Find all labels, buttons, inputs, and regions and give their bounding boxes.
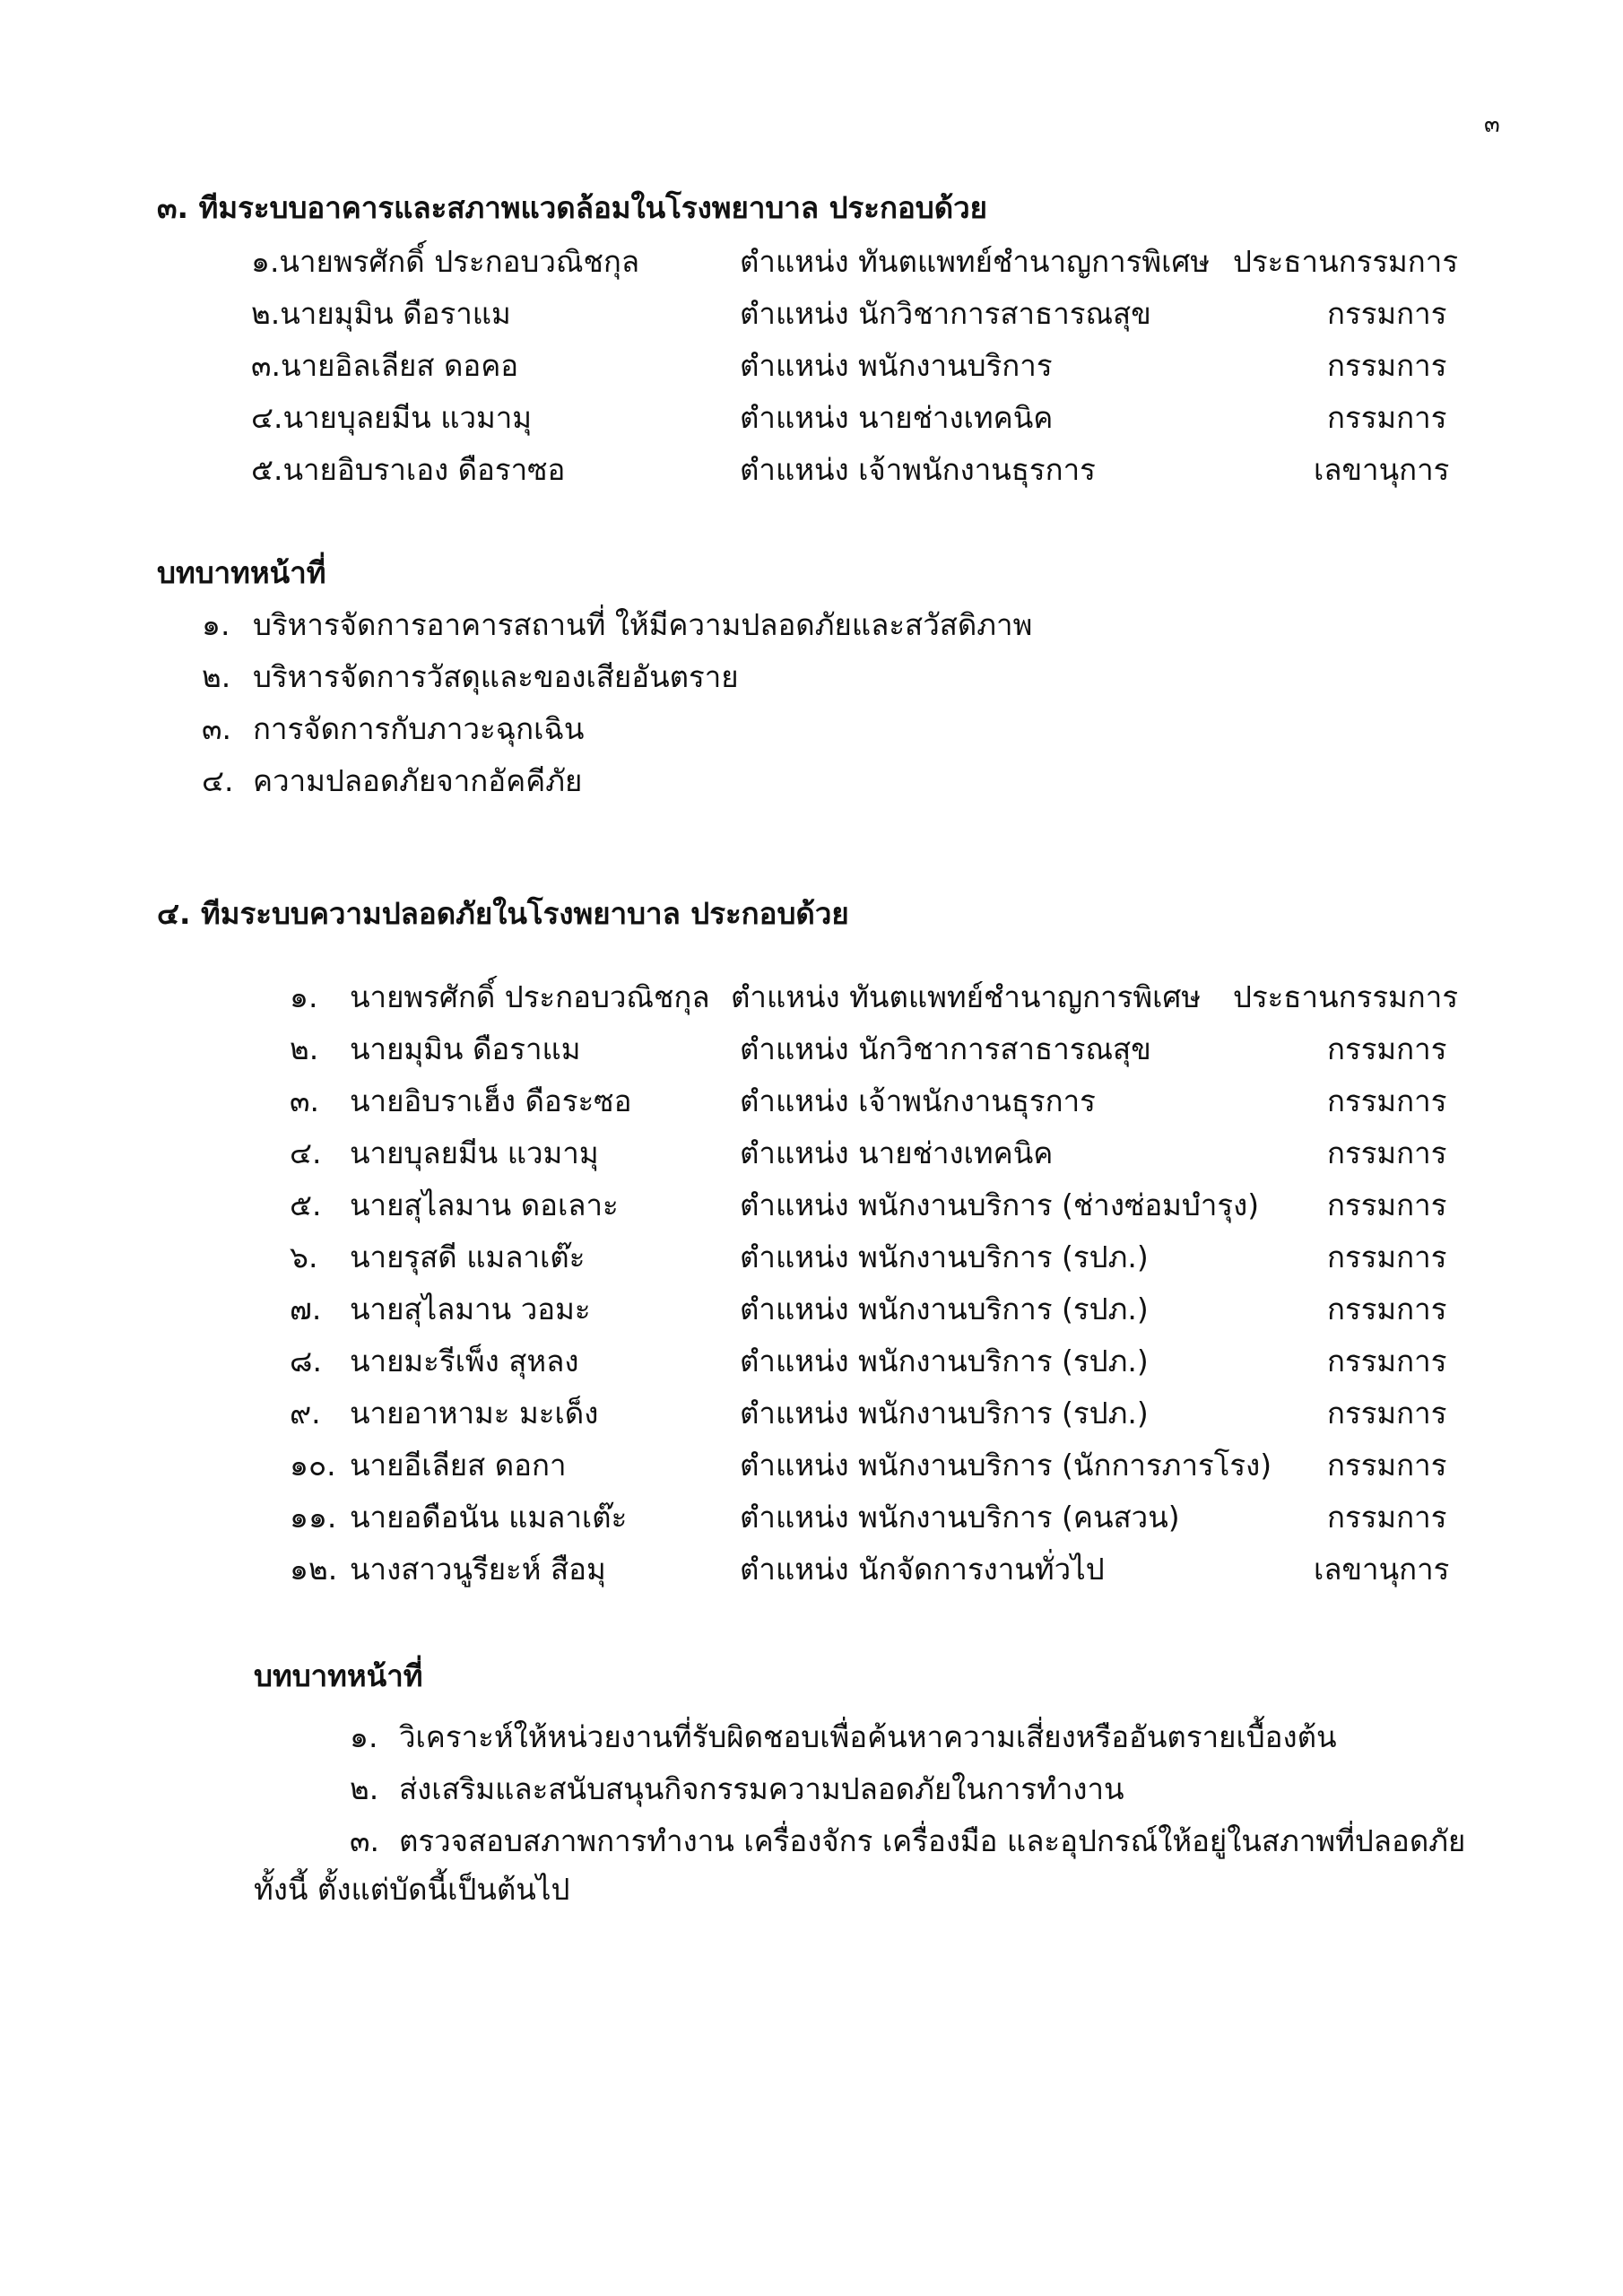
member-role: กรรมการ — [1327, 1239, 1447, 1274]
duty-number: ๒. — [202, 659, 231, 694]
member-position: ตำแหน่ง พนักงานบริการ — [740, 348, 1053, 383]
member-name: ๓.นายอิลเลียส ดอคอ — [251, 348, 519, 383]
section4-duty-item — [0, 1713, 1623, 1758]
member-name: นายรุสดี แมลาเต๊ะ — [350, 1239, 586, 1274]
member-role: กรรมการ — [1327, 1344, 1447, 1378]
member-number: ๑๐. — [290, 1448, 336, 1483]
member-number: ๕. — [290, 1187, 322, 1222]
member-number: ๑๑. — [290, 1500, 337, 1535]
member-name: นายบุลยมีน แวมามุ — [350, 1135, 599, 1170]
duty-text: ตรวจสอบสภาพการทำงาน เครื่องจักร เครื่องมือ และอุปกรณ์ให้อยู่ในสภาพที่ปลอดภัย — [399, 1823, 1466, 1858]
section4-member-row — [0, 1545, 1623, 1597]
member-position: ตำแหน่ง พนักงานบริการ (รปภ.) — [740, 1292, 1149, 1326]
member-role: กรรมการ — [1327, 1292, 1447, 1326]
section4-member-row — [0, 1285, 1623, 1337]
member-role: กรรมการ — [1327, 1083, 1447, 1118]
member-position: ตำแหน่ง พนักงานบริการ (รปภ.) — [740, 1396, 1149, 1431]
duty-text: วิเคราะห์ให้หน่วยงานที่รับผิดชอบเพื่อค้นหาความเสี่ยงหรืออันตรายเบื้องต้น — [399, 1719, 1337, 1754]
section3-duty-item — [0, 705, 1623, 750]
member-name: นายอาหามะ มะเด็ง — [350, 1396, 599, 1431]
section4-member-row — [0, 1181, 1623, 1233]
member-role: กรรมการ — [1327, 1448, 1447, 1483]
section4-title: ๔. ทีมระบบความปลอดภัยในโรงพยาบาล ประกอบด้วย — [157, 896, 849, 931]
member-role: เลขานุการ — [1314, 452, 1450, 487]
section3-duty-item — [0, 601, 1623, 646]
member-role: กรรมการ — [1327, 1396, 1447, 1431]
section4-member-row — [0, 1389, 1623, 1441]
member-number: ๘. — [290, 1344, 322, 1378]
member-position: ตำแหน่ง นักวิชาการสาธารณสุข — [740, 1031, 1151, 1066]
member-position: ตำแหน่ง นายช่างเทคนิค — [740, 400, 1054, 435]
duty-number: ๒. — [350, 1771, 379, 1806]
member-role: กรรมการ — [1327, 1031, 1447, 1066]
member-position: ตำแหน่ง พนักงานบริการ (ช่างซ่อมบำรุง) — [740, 1187, 1260, 1222]
member-name: นายสุไลมาน ดอเลาะ — [350, 1187, 619, 1222]
closing-statement: ทั้งนี้ ตั้งแต่บัดนี้เป็นต้นไป — [254, 1872, 570, 1907]
duty-number: ๓. — [202, 711, 232, 746]
member-role: กรรมการ — [1327, 348, 1447, 383]
member-position: ตำแหน่ง พนักงานบริการ (รปภ.) — [740, 1239, 1149, 1274]
member-name: นายอดือนัน แมลาเต๊ะ — [350, 1500, 628, 1535]
member-name: นางสาวนูรียะห์ สือมุ — [350, 1552, 606, 1587]
duty-number: ๓. — [350, 1823, 380, 1858]
member-name: ๔.นายบุลยมีน แวมามุ — [251, 400, 533, 435]
section3-member-row — [0, 290, 1623, 342]
member-name: ๑.นายพรศักดิ์ ประกอบวณิชกุล — [251, 244, 640, 279]
member-position: ตำแหน่ง เจ้าพนักงานธุรการ — [740, 1083, 1096, 1118]
member-name: ๒.นายมุมิน ดือราแม — [251, 296, 511, 331]
section4-duties-title: บทบาทหน้าที่ — [254, 1658, 423, 1693]
member-name: นายสุไลมาน วอมะ — [350, 1292, 591, 1326]
duty-number: ๑. — [202, 607, 230, 642]
member-name: นายมุมิน ดือราแม — [350, 1031, 581, 1066]
member-number: ๙. — [290, 1396, 321, 1431]
member-position: ตำแหน่ง ทันตแพทย์ชำนาญการพิเศษ — [731, 979, 1202, 1014]
member-name: ๕.นายอิบราเอง ดือราซอ — [251, 452, 566, 487]
member-name: นายอิบราเฮ็ง ดือระซอ — [350, 1083, 632, 1118]
duty-text: บริหารจัดการอาคารสถานที่ ให้มีความปลอดภัยและสวัสดิภาพ — [253, 607, 1033, 642]
section3-member-row — [0, 446, 1623, 498]
member-role: เลขานุการ — [1314, 1552, 1450, 1587]
duty-number: ๑. — [350, 1719, 378, 1754]
section4-member-row — [0, 1233, 1623, 1285]
member-role: กรรมการ — [1327, 1500, 1447, 1535]
section4-member-row — [0, 973, 1623, 1025]
duty-text: บริหารจัดการวัสดุและของเสียอันตราย — [253, 659, 739, 694]
page-number: ๓ — [1484, 111, 1500, 138]
section4-member-row — [0, 1129, 1623, 1181]
member-number: ๒. — [290, 1031, 319, 1066]
duty-text: ส่งเสริมและสนับสนุนกิจกรรมความปลอดภัยในการทำงาน — [399, 1771, 1124, 1806]
section4-duty-item — [0, 1817, 1623, 1862]
member-position: ตำแหน่ง พนักงานบริการ (รปภ.) — [740, 1344, 1149, 1378]
section4-member-row — [0, 1077, 1623, 1129]
section3-member-row — [0, 394, 1623, 446]
member-position: ตำแหน่ง พนักงานบริการ (คนสวน) — [740, 1500, 1180, 1535]
member-number: ๖. — [290, 1239, 318, 1274]
section4-duty-item — [0, 1765, 1623, 1810]
member-position: ตำแหน่ง นายช่างเทคนิค — [740, 1135, 1054, 1170]
member-number: ๑๒. — [290, 1552, 338, 1587]
section4-member-row — [0, 1337, 1623, 1389]
member-role: กรรมการ — [1327, 296, 1447, 331]
member-role: กรรมการ — [1327, 400, 1447, 435]
member-number: ๓. — [290, 1083, 320, 1118]
duty-text: การจัดการกับภาวะฉุกเฉิน — [253, 711, 585, 746]
member-role: กรรมการ — [1327, 1187, 1447, 1222]
section3-title: ๓. ทีมระบบอาคารและสภาพแวดล้อมในโรงพยาบาล ประกอบด้วย — [157, 190, 988, 225]
section4-member-row — [0, 1025, 1623, 1077]
member-position: ตำแหน่ง นักจัดการงานทั่วไป — [740, 1552, 1105, 1587]
member-role: ประธานกรรมการ — [1233, 244, 1459, 279]
member-position: ตำแหน่ง พนักงานบริการ (นักการภารโรง) — [740, 1448, 1272, 1483]
section4-member-row — [0, 1441, 1623, 1493]
duty-number: ๔. — [202, 763, 234, 798]
section3-duties-title: บทบาทหน้าที่ — [157, 555, 326, 590]
member-position: ตำแหน่ง นักวิชาการสาธารณสุข — [740, 296, 1151, 331]
member-role: กรรมการ — [1327, 1135, 1447, 1170]
member-number: ๗. — [290, 1292, 322, 1326]
member-number: ๑. — [290, 979, 318, 1014]
member-name: นายมะรีเพ็ง สุหลง — [350, 1344, 579, 1378]
member-position: ตำแหน่ง เจ้าพนักงานธุรการ — [740, 452, 1096, 487]
section3-duty-item — [0, 653, 1623, 698]
member-position: ตำแหน่ง ทันตแพทย์ชำนาญการพิเศษ — [740, 244, 1211, 279]
member-name: นายพรศักดิ์ ประกอบวณิชกุล — [350, 979, 710, 1014]
duty-text: ความปลอดภัยจากอัคคีภัย — [253, 763, 583, 798]
section3-member-row — [0, 238, 1623, 290]
member-role: ประธานกรรมการ — [1233, 979, 1459, 1014]
section4-member-row — [0, 1493, 1623, 1545]
member-number: ๔. — [290, 1135, 322, 1170]
member-name: นายอีเลียส ดอกา — [350, 1448, 567, 1483]
section3-member-row — [0, 342, 1623, 394]
section3-duty-item — [0, 757, 1623, 802]
